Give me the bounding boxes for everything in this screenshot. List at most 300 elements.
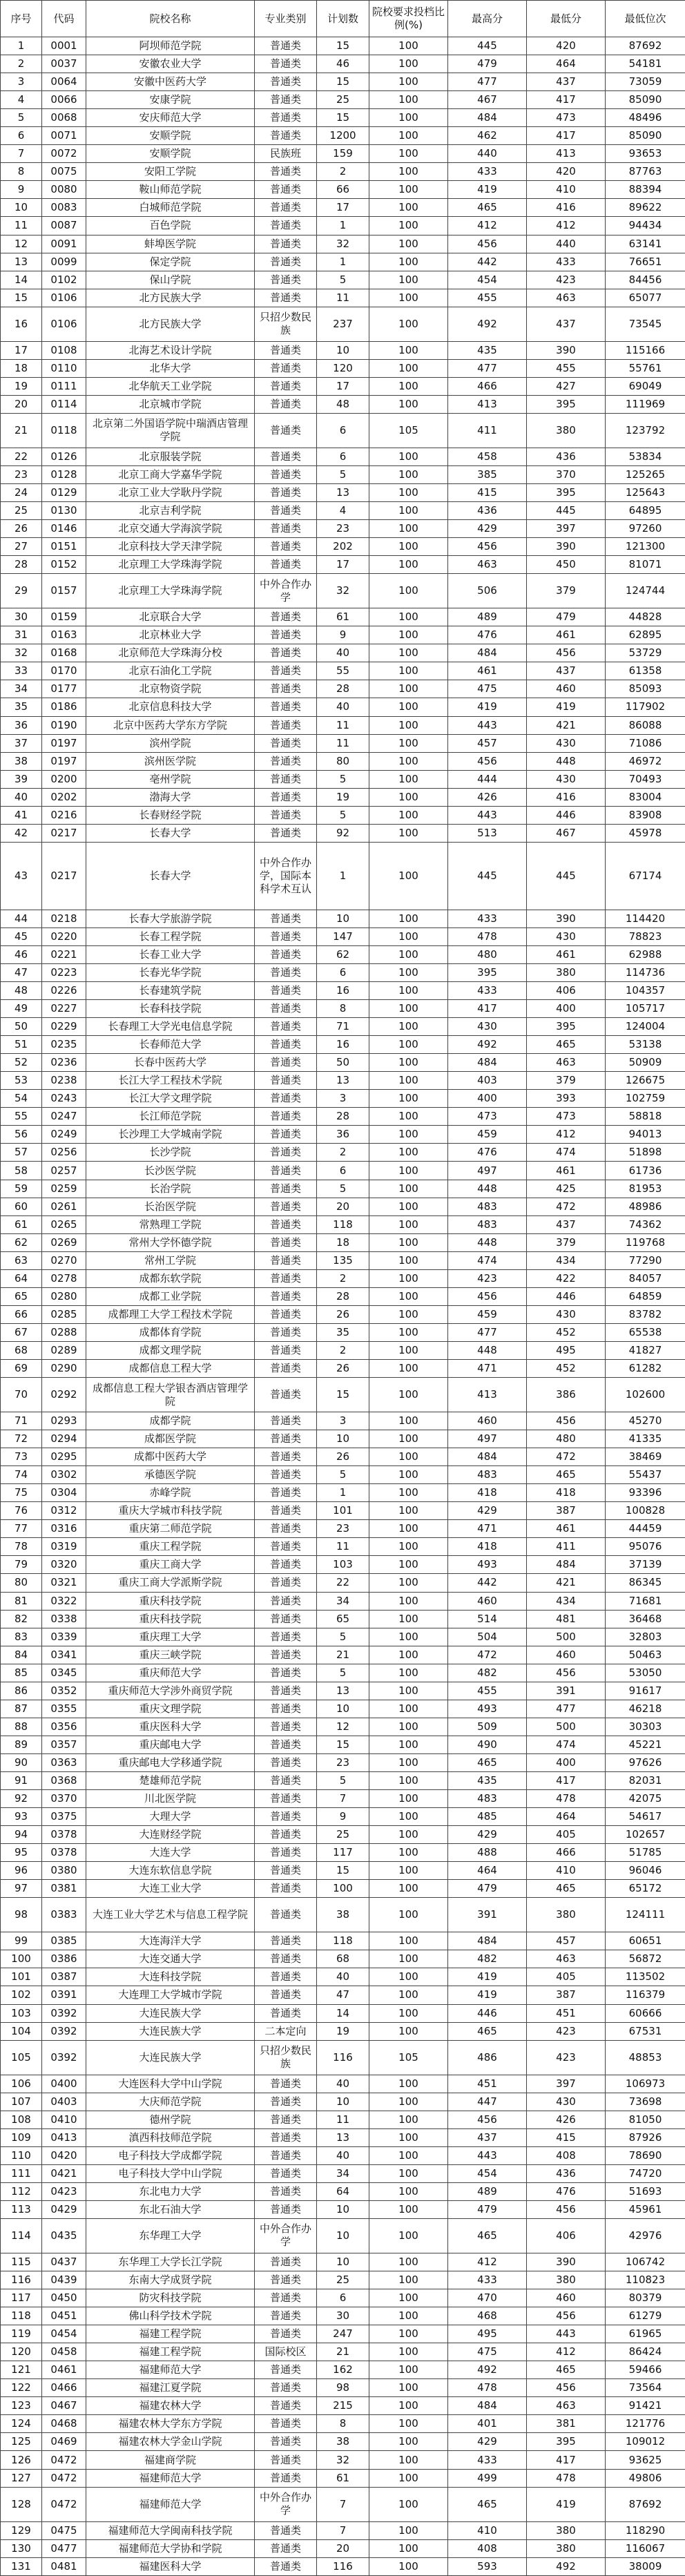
max-score-cell: 411	[448, 413, 527, 448]
school-name-cell: 安康学院	[86, 91, 255, 109]
major-category-cell: 普通类	[255, 2361, 317, 2379]
plan-count-cell: 1	[317, 1484, 369, 1502]
table-row	[1, 1950, 685, 1968]
file-ratio-cell: 100	[369, 574, 448, 608]
table-row	[1, 1771, 685, 1789]
school-name-cell: 电子科技大学中山学院	[86, 2164, 255, 2182]
file-ratio-cell: 100	[369, 1646, 448, 1664]
school-name-cell: 福建农林大学金山学院	[86, 2433, 255, 2451]
school-name-cell: 大连交通大学	[86, 1950, 255, 1968]
min-rank-cell: 104357	[606, 982, 685, 1000]
school-code-cell: 0469	[42, 2433, 86, 2451]
major-category-cell: 普通类	[255, 2451, 317, 2469]
school-name-cell: 重庆邮电大学移通学院	[86, 1753, 255, 1771]
school-code-cell: 0363	[42, 1753, 86, 1771]
major-category-cell: 普通类	[255, 1126, 317, 1144]
major-category-cell: 普通类	[255, 2397, 317, 2415]
table-row	[1, 1664, 685, 1682]
table-row	[1, 377, 685, 395]
max-score-cell: 477	[448, 359, 527, 377]
school-code-cell: 0378	[42, 1826, 86, 1844]
file-ratio-cell: 100	[369, 235, 448, 253]
file-ratio-cell: 100	[369, 1412, 448, 1430]
school-name-cell: 长春大学	[86, 842, 255, 910]
file-ratio-cell: 100	[369, 2343, 448, 2361]
file-ratio-cell: 100	[369, 145, 448, 163]
major-category-cell: 普通类	[255, 1287, 317, 1305]
major-category-cell: 普通类	[255, 1520, 317, 1538]
file-ratio-cell: 100	[369, 2093, 448, 2111]
min-score-cell: 419	[527, 698, 606, 716]
row-index-cell: 1	[1, 37, 42, 55]
row-index-cell: 126	[1, 2451, 42, 2469]
row-index-cell: 4	[1, 91, 42, 109]
file-ratio-cell: 100	[369, 1700, 448, 1718]
school-code-cell: 0114	[42, 395, 86, 413]
school-code-cell: 0466	[42, 2379, 86, 2397]
table-row	[1, 217, 685, 235]
table-row	[1, 520, 685, 538]
school-code-cell: 0151	[42, 538, 86, 556]
min-rank-cell: 116067	[606, 2539, 685, 2557]
file-ratio-cell: 100	[369, 1718, 448, 1736]
plan-count-cell: 20	[317, 2539, 369, 2557]
min-score-cell: 460	[527, 1646, 606, 1664]
table-row	[1, 1808, 685, 1826]
table-row	[1, 2289, 685, 2307]
file-ratio-cell: 100	[369, 1341, 448, 1359]
major-category-cell: 普通类	[255, 359, 317, 377]
major-category-cell: 普通类	[255, 289, 317, 307]
row-index-cell: 108	[1, 2111, 42, 2128]
table-row	[1, 2182, 685, 2200]
school-name-cell: 北海艺术设计学院	[86, 341, 255, 359]
row-index-cell: 27	[1, 538, 42, 556]
school-name-cell: 福建工程学院	[86, 2325, 255, 2343]
file-ratio-cell: 100	[369, 662, 448, 680]
min-rank-cell: 97626	[606, 1753, 685, 1771]
table-row	[1, 2075, 685, 2093]
row-index-cell: 96	[1, 1862, 42, 1880]
school-name-cell: 东北石油大学	[86, 2200, 255, 2218]
max-score-cell: 418	[448, 1538, 527, 1556]
min-rank-cell: 87692	[606, 37, 685, 55]
min-rank-cell: 86088	[606, 716, 685, 734]
school-name-cell: 北京联合大学	[86, 608, 255, 626]
min-score-cell: 417	[527, 127, 606, 145]
file-ratio-cell: 100	[369, 538, 448, 556]
file-ratio-cell: 100	[369, 1378, 448, 1412]
row-index-cell: 45	[1, 927, 42, 945]
major-category-cell: 普通类	[255, 1771, 317, 1789]
school-name-cell: 福建医科大学	[86, 2557, 255, 2575]
school-code-cell: 0368	[42, 1771, 86, 1789]
row-index-cell: 42	[1, 824, 42, 842]
major-category-cell: 中外合作办学	[255, 574, 317, 608]
file-ratio-cell: 100	[369, 1215, 448, 1233]
table-row	[1, 1126, 685, 1144]
min-score-cell: 466	[527, 1844, 606, 1862]
min-score-cell: 434	[527, 1592, 606, 1610]
row-index-cell: 49	[1, 1000, 42, 1018]
min-rank-cell: 60666	[606, 2004, 685, 2022]
school-name-cell: 德州学院	[86, 2111, 255, 2128]
school-code-cell: 0071	[42, 127, 86, 145]
major-category-cell: 普通类	[255, 963, 317, 981]
row-index-cell: 84	[1, 1646, 42, 1664]
max-score-cell: 514	[448, 1610, 527, 1628]
school-name-cell: 安阳工学院	[86, 163, 255, 181]
file-ratio-cell: 100	[369, 770, 448, 788]
max-score-cell: 482	[448, 1950, 527, 1968]
table-row	[1, 1718, 685, 1736]
table-row	[1, 1880, 685, 1898]
file-ratio-cell: 100	[369, 502, 448, 520]
row-index-cell: 115	[1, 2253, 42, 2271]
major-category-cell: 普通类	[255, 556, 317, 574]
school-name-cell: 重庆第二师范学院	[86, 1520, 255, 1538]
school-name-cell: 北京理工大学珠海学院	[86, 574, 255, 608]
min-score-cell: 430	[527, 1305, 606, 1323]
plan-count-cell: 46	[317, 55, 369, 73]
plan-count-cell: 30	[317, 2307, 369, 2325]
school-name-cell: 北京服装学院	[86, 448, 255, 465]
row-index-cell: 116	[1, 2271, 42, 2289]
max-score-cell: 410	[448, 2521, 527, 2539]
school-code-cell: 0066	[42, 91, 86, 109]
min-rank-cell: 37139	[606, 1556, 685, 1574]
table-row	[1, 2433, 685, 2451]
school-code-cell: 0278	[42, 1269, 86, 1287]
min-score-cell: 425	[527, 1180, 606, 1198]
max-score-cell: 478	[448, 927, 527, 945]
table-row	[1, 181, 685, 199]
max-score-cell: 433	[448, 163, 527, 181]
max-score-cell: 429	[448, 2433, 527, 2451]
min-rank-cell: 48986	[606, 1198, 685, 1215]
table-row	[1, 1466, 685, 1484]
max-score-cell: 454	[448, 271, 527, 289]
min-score-cell: 415	[527, 2128, 606, 2146]
major-category-cell: 普通类	[255, 945, 317, 963]
major-category-cell: 普通类	[255, 2200, 317, 2218]
school-code-cell: 0223	[42, 963, 86, 981]
plan-count-cell: 21	[317, 2343, 369, 2361]
col-header-min-rank: 最低位次	[606, 1, 685, 37]
max-score-cell: 477	[448, 1323, 527, 1341]
plan-count-cell: 7	[317, 1790, 369, 1808]
min-score-cell: 460	[527, 2289, 606, 2307]
table-row	[1, 752, 685, 770]
min-score-cell: 395	[527, 1018, 606, 1036]
school-code-cell: 0226	[42, 982, 86, 1000]
school-name-cell: 重庆医科大学	[86, 1718, 255, 1736]
min-score-cell: 412	[527, 1126, 606, 1144]
school-name-cell: 福建商学院	[86, 2451, 255, 2469]
plan-count-cell: 116	[317, 2040, 369, 2075]
file-ratio-cell: 100	[369, 1826, 448, 1844]
max-score-cell: 456	[448, 235, 527, 253]
major-category-cell: 只招少数民族	[255, 2040, 317, 2075]
max-score-cell: 483	[448, 1198, 527, 1215]
table-row	[1, 37, 685, 55]
school-name-cell: 东华理工大学长江学院	[86, 2253, 255, 2271]
plan-count-cell: 98	[317, 2379, 369, 2397]
row-index-cell: 37	[1, 734, 42, 752]
school-name-cell: 电子科技大学成都学院	[86, 2146, 255, 2164]
min-score-cell: 413	[527, 145, 606, 163]
row-index-cell: 125	[1, 2433, 42, 2451]
school-code-cell: 0410	[42, 2111, 86, 2128]
major-category-cell: 只招少数民族	[255, 307, 317, 341]
plan-count-cell: 19	[317, 788, 369, 806]
plan-count-cell: 65	[317, 1610, 369, 1628]
major-category-cell: 民族班	[255, 145, 317, 163]
school-code-cell: 0217	[42, 824, 86, 842]
file-ratio-cell: 100	[369, 1736, 448, 1753]
max-score-cell: 476	[448, 626, 527, 644]
school-name-cell: 长沙理工大学城南学院	[86, 1126, 255, 1144]
row-index-cell: 56	[1, 1126, 42, 1144]
min-rank-cell: 78690	[606, 2146, 685, 2164]
row-index-cell: 69	[1, 1360, 42, 1378]
school-name-cell: 北京物资学院	[86, 680, 255, 698]
school-name-cell: 长春建筑学院	[86, 982, 255, 1000]
min-rank-cell: 73698	[606, 2093, 685, 2111]
min-score-cell: 379	[527, 1072, 606, 1090]
min-score-cell: 395	[527, 483, 606, 501]
min-score-cell: 418	[527, 1484, 606, 1502]
file-ratio-cell: 100	[369, 55, 448, 73]
min-score-cell: 456	[527, 2379, 606, 2397]
row-index-cell: 30	[1, 608, 42, 626]
table-row	[1, 2022, 685, 2040]
school-code-cell: 0338	[42, 1610, 86, 1628]
major-category-cell: 普通类	[255, 163, 317, 181]
header-row	[1, 1, 685, 37]
file-ratio-cell: 100	[369, 1968, 448, 1986]
school-code-cell: 0091	[42, 235, 86, 253]
row-index-cell: 81	[1, 1592, 42, 1610]
major-category-cell: 普通类	[255, 608, 317, 626]
school-name-cell: 安庆师范大学	[86, 109, 255, 127]
min-score-cell: 405	[527, 1968, 606, 1986]
min-score-cell: 474	[527, 1736, 606, 1753]
min-score-cell: 461	[527, 1520, 606, 1538]
table-row	[1, 1198, 685, 1215]
table-row	[1, 1826, 685, 1844]
max-score-cell: 403	[448, 1072, 527, 1090]
file-ratio-cell: 100	[369, 1360, 448, 1378]
file-ratio-cell: 100	[369, 1305, 448, 1323]
major-category-cell: 普通类	[255, 1502, 317, 1520]
file-ratio-cell: 100	[369, 1808, 448, 1826]
major-category-cell: 普通类	[255, 1412, 317, 1430]
min-score-cell: 391	[527, 1682, 606, 1700]
min-score-cell: 434	[527, 1251, 606, 1269]
min-score-cell: 476	[527, 2182, 606, 2200]
row-index-cell: 119	[1, 2325, 42, 2343]
min-rank-cell: 51898	[606, 1144, 685, 1162]
plan-count-cell: 2	[317, 1269, 369, 1287]
max-score-cell: 423	[448, 1269, 527, 1287]
min-score-cell: 460	[527, 680, 606, 698]
row-index-cell: 38	[1, 752, 42, 770]
plan-count-cell: 62	[317, 945, 369, 963]
max-score-cell: 465	[448, 199, 527, 217]
min-score-cell: 463	[527, 289, 606, 307]
table-row	[1, 2040, 685, 2075]
min-rank-cell: 124744	[606, 574, 685, 608]
min-rank-cell: 110823	[606, 2271, 685, 2289]
file-ratio-cell: 100	[369, 520, 448, 538]
plan-count-cell: 6	[317, 448, 369, 465]
row-index-cell: 43	[1, 842, 42, 910]
school-code-cell: 0163	[42, 626, 86, 644]
major-category-cell: 国际校区	[255, 2343, 317, 2361]
max-score-cell: 456	[448, 752, 527, 770]
school-name-cell: 防灾科技学院	[86, 2289, 255, 2307]
row-index-cell: 79	[1, 1556, 42, 1574]
school-code-cell: 0220	[42, 927, 86, 945]
table-row	[1, 1592, 685, 1610]
school-code-cell: 0221	[42, 945, 86, 963]
min-score-cell: 381	[527, 2415, 606, 2433]
plan-count-cell: 16	[317, 1036, 369, 1054]
major-category-cell: 普通类	[255, 1844, 317, 1862]
row-index-cell: 74	[1, 1466, 42, 1484]
file-ratio-cell: 100	[369, 1986, 448, 2004]
school-name-cell: 大连工业大学	[86, 1880, 255, 1898]
min-rank-cell: 81953	[606, 1180, 685, 1198]
school-code-cell: 0375	[42, 1808, 86, 1826]
max-score-cell: 593	[448, 2557, 527, 2575]
min-score-cell: 461	[527, 626, 606, 644]
min-score-cell: 430	[527, 927, 606, 945]
row-index-cell: 123	[1, 2397, 42, 2415]
min-rank-cell: 81050	[606, 2111, 685, 2128]
table-row	[1, 2111, 685, 2128]
max-score-cell: 504	[448, 1628, 527, 1646]
min-score-cell: 380	[527, 2521, 606, 2539]
max-score-cell: 460	[448, 1412, 527, 1430]
min-score-cell: 445	[527, 842, 606, 910]
row-index-cell: 44	[1, 910, 42, 927]
min-score-cell: 457	[527, 1932, 606, 1950]
max-score-cell: 475	[448, 2343, 527, 2361]
school-name-cell: 重庆理工大学	[86, 1628, 255, 1646]
major-category-cell: 普通类	[255, 644, 317, 662]
min-score-cell: 433	[527, 253, 606, 271]
school-code-cell: 0392	[42, 2004, 86, 2022]
min-score-cell: 421	[527, 716, 606, 734]
file-ratio-cell: 100	[369, 1753, 448, 1771]
min-score-cell: 387	[527, 1502, 606, 1520]
school-name-cell: 常熟理工学院	[86, 1215, 255, 1233]
file-ratio-cell: 100	[369, 2307, 448, 2325]
max-score-cell: 493	[448, 1556, 527, 1574]
plan-count-cell: 5	[317, 1466, 369, 1484]
plan-count-cell: 15	[317, 1736, 369, 1753]
file-ratio-cell: 100	[369, 1126, 448, 1144]
min-rank-cell: 109012	[606, 2433, 685, 2451]
file-ratio-cell: 100	[369, 608, 448, 626]
plan-count-cell: 103	[317, 1556, 369, 1574]
plan-count-cell: 55	[317, 662, 369, 680]
table-row	[1, 271, 685, 289]
max-score-cell: 442	[448, 253, 527, 271]
file-ratio-cell: 100	[369, 1323, 448, 1341]
table-row	[1, 109, 685, 127]
major-category-cell: 普通类	[255, 1628, 317, 1646]
file-ratio-cell: 100	[369, 1844, 448, 1862]
max-score-cell: 433	[448, 2271, 527, 2289]
max-score-cell: 477	[448, 73, 527, 91]
table-row	[1, 2271, 685, 2289]
school-name-cell: 长沙学院	[86, 1144, 255, 1162]
plan-count-cell: 61	[317, 2469, 369, 2487]
school-code-cell: 0472	[42, 2487, 86, 2521]
max-score-cell: 426	[448, 788, 527, 806]
school-code-cell: 0468	[42, 2415, 86, 2433]
file-ratio-cell: 100	[369, 217, 448, 235]
min-rank-cell: 85090	[606, 91, 685, 109]
table-row	[1, 716, 685, 734]
school-code-cell: 0236	[42, 1054, 86, 1072]
file-ratio-cell: 100	[369, 91, 448, 109]
table-row	[1, 163, 685, 181]
school-name-cell: 楚雄师范学院	[86, 1771, 255, 1789]
max-score-cell: 435	[448, 341, 527, 359]
row-index-cell: 109	[1, 2128, 42, 2146]
plan-count-cell: 28	[317, 680, 369, 698]
max-score-cell: 489	[448, 2182, 527, 2200]
file-ratio-cell: 100	[369, 2182, 448, 2200]
school-name-cell: 北京信息科技大学	[86, 698, 255, 716]
plan-count-cell: 34	[317, 1592, 369, 1610]
school-name-cell: 福建师范大学协和学院	[86, 2539, 255, 2557]
min-score-cell: 436	[527, 2164, 606, 2182]
school-code-cell: 0157	[42, 574, 86, 608]
major-category-cell: 普通类	[255, 1054, 317, 1072]
school-name-cell: 东南大学成贤学院	[86, 2271, 255, 2289]
major-category-cell: 中外合作办学	[255, 2487, 317, 2521]
major-category-cell: 普通类	[255, 465, 317, 483]
file-ratio-cell: 100	[369, 1144, 448, 1162]
major-category-cell: 普通类	[255, 698, 317, 716]
col-header-code: 代码	[42, 1, 86, 37]
file-ratio-cell: 100	[369, 2521, 448, 2539]
max-score-cell: 482	[448, 1664, 527, 1682]
table-row	[1, 1862, 685, 1880]
min-score-cell: 464	[527, 1808, 606, 1826]
file-ratio-cell: 100	[369, 1269, 448, 1287]
min-score-cell: 400	[527, 1753, 606, 1771]
row-index-cell: 80	[1, 1574, 42, 1592]
min-rank-cell: 82031	[606, 1771, 685, 1789]
min-rank-cell: 70493	[606, 770, 685, 788]
file-ratio-cell: 100	[369, 109, 448, 127]
school-code-cell: 0102	[42, 271, 86, 289]
school-name-cell: 滇西科技师范学院	[86, 2128, 255, 2146]
school-name-cell: 长春大学	[86, 824, 255, 842]
file-ratio-cell: 100	[369, 1448, 448, 1466]
school-name-cell: 成都信息工程大学银杏酒店管理学院	[86, 1378, 255, 1412]
min-rank-cell: 76651	[606, 253, 685, 271]
file-ratio-cell: 100	[369, 271, 448, 289]
min-score-cell: 406	[527, 982, 606, 1000]
school-code-cell: 0458	[42, 2343, 86, 2361]
